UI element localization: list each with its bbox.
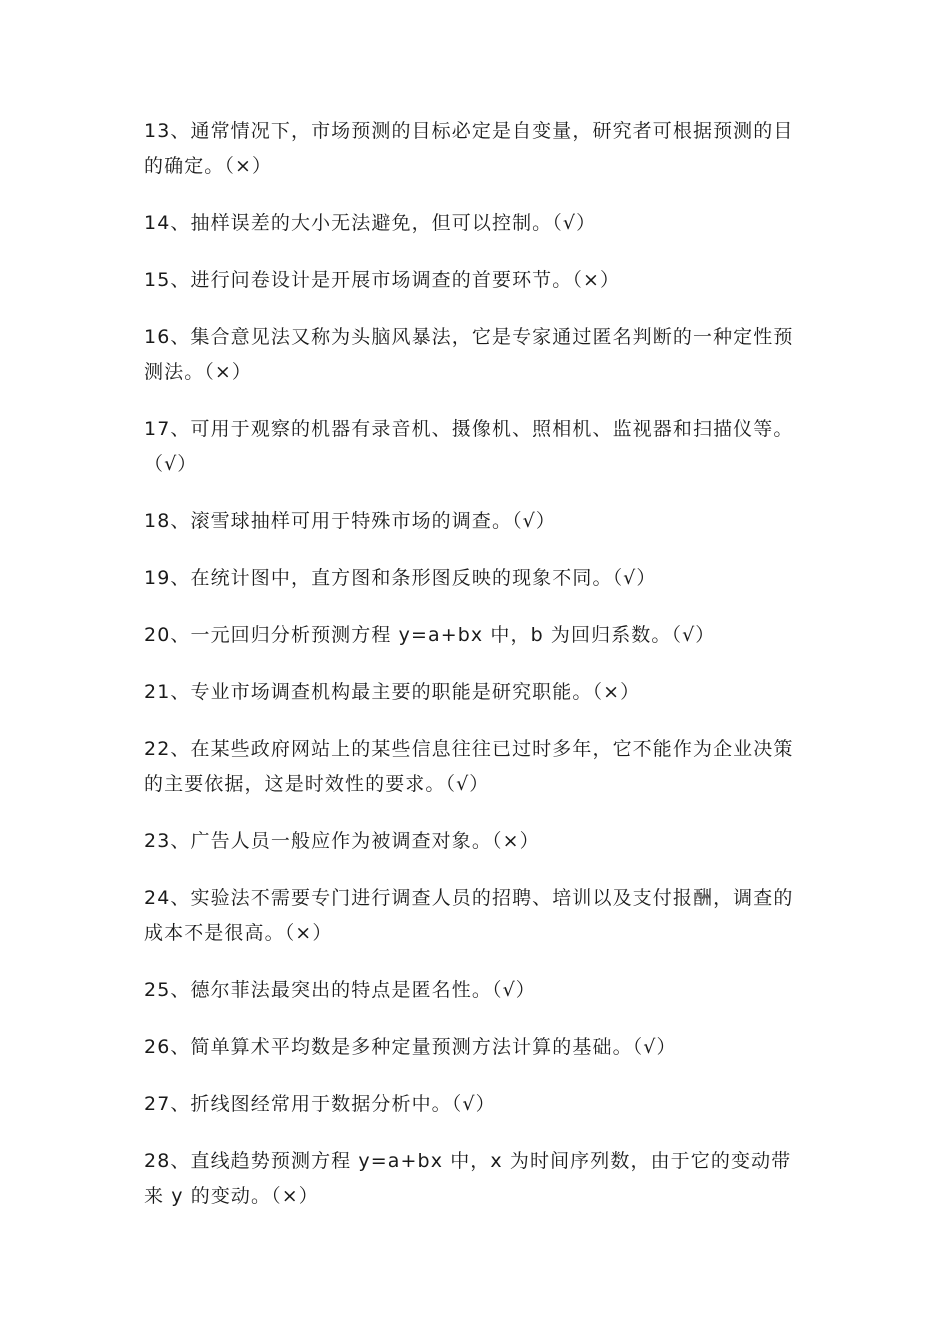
question-item-13: 13、通常情况下，市场预测的目标必定是自变量，研究者可根据预测的目的确定。（×）	[144, 120, 794, 177]
question-item-26: 26、简单算术平均数是多种定量预测方法计算的基础。（√）	[144, 1036, 677, 1058]
question-item-22: 22、在某些政府网站上的某些信息往往已过时多年，它不能作为企业决策的主要依据，这是时效性的要求。（√）	[144, 738, 794, 795]
question-item-28: 28、直线趋势预测方程 y=a+bx 中，x 为时间序列数，由于它的变动带来 y 的变动。（×）	[144, 1150, 792, 1207]
question-item-21: 21、专业市场调查机构最主要的职能是研究职能。（×）	[144, 681, 641, 703]
question-item-20: 20、一元回归分析预测方程 y=a+bx 中，b 为回归系数。（√）	[144, 624, 716, 646]
question-item-14: 14、抽样误差的大小无法避免，但可以控制。（√）	[144, 212, 597, 234]
question-item-16: 16、集合意见法又称为头脑风暴法，它是专家通过匿名判断的一种定性预测法。（×）	[144, 326, 794, 383]
question-item-25: 25、德尔菲法最突出的特点是匿名性。（√）	[144, 979, 536, 1001]
question-item-17: 17、可用于观察的机器有录音机、摄像机、照相机、监视器和扫描仪等。（√）	[144, 418, 794, 475]
question-item-19: 19、在统计图中，直方图和条形图反映的现象不同。（√）	[144, 567, 657, 589]
question-item-24: 24、实验法不需要专门进行调查人员的招聘、培训以及支付报酬，调查的成本不是很高。（×）	[144, 887, 794, 944]
question-item-27: 27、折线图经常用于数据分析中。（√）	[144, 1093, 496, 1115]
question-list	[144, 114, 810, 1236]
question-item-18: 18、滚雪球抽样可用于特殊市场的调查。（√）	[144, 510, 556, 532]
question-item-15: 15、进行问卷设计是开展市场调查的首要环节。（×）	[144, 269, 621, 291]
question-item-23: 23、广告人员一般应作为被调查对象。（×）	[144, 830, 540, 852]
